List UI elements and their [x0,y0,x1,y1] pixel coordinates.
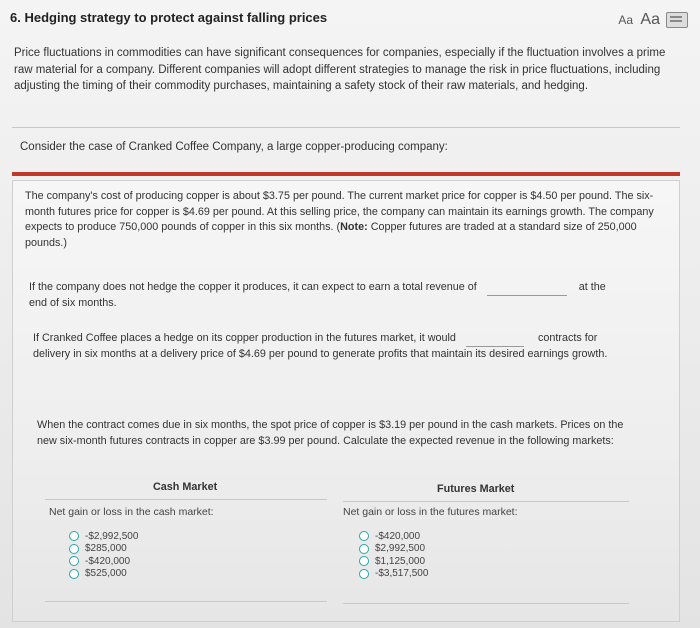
scenario-paragraph: The company's cost of producing copper is about $3.75 per pound. The current market price for copper is $4.50 per pound. The six-month futures price for copper is $4.69 per pound. At this selling price, the company can maintain its earnings growth. The company expects to produce 750,000 pounds of copper in this six months. (Note: Copper futures are traded at a standard size of 250,000 pounds.) [25,190,654,249]
intro-paragraph: Price fluctuations in commodities can have significant consequences for companies, especially if the fluctuation involves a prime raw material for a company. Different companies will adopt different strategies to manage the risk in price fluctuations, including adjusting the timing of their commodity purchases, maintaining a safety stock of their raw materials, and hedging. [14,47,666,92]
question-revenue: If the company does not hedge the copper it produces, it can expect to earn a total revenue of at the end of six months. [29,281,606,309]
futures-market-label: Net gain or loss in the futures market: [343,506,518,518]
question-markets: When the contract comes due in six months, the spot price of copper is $3.19 per pound in the cash markets. Prices on the new six-month futures contracts in copper are $3.99 per pound. Calculate the expected revenue in the following markets: [37,419,624,447]
futures-option[interactable]: $2,992,500 [359,543,428,556]
radio-button[interactable] [359,544,369,554]
consider-text: Consider the case of Cranked Coffee Company, a large copper-producing company: [20,141,448,153]
cash-option[interactable]: -$2,992,500 [69,530,138,543]
radio-button[interactable] [69,544,79,554]
problem-box [12,180,680,622]
radio-button[interactable] [359,531,369,541]
cash-market-bottom-rule [45,601,327,602]
radio-button[interactable] [359,556,369,566]
cash-option[interactable]: $285,000 [69,543,138,556]
radio-button[interactable] [69,531,79,541]
futures-option[interactable]: -$3,517,500 [359,568,428,581]
divider [12,127,680,128]
question-title: 6. Hedging strategy to protect against falling prices [10,10,328,25]
futures-market-rule [343,501,629,502]
cash-market-options [69,530,138,580]
cash-market-label: Net gain or loss in the cash market: [49,506,214,518]
futures-option[interactable]: -$420,000 [359,530,428,543]
revenue-dropdown[interactable] [487,281,567,296]
futures-market-heading: Futures Market [437,483,515,495]
accent-rule [12,172,680,176]
radio-button[interactable] [359,569,369,579]
font-decrease-button[interactable]: Aa [618,13,634,27]
cash-market-heading: Cash Market [153,481,218,493]
radio-button[interactable] [69,569,79,579]
futures-market-options [359,530,428,580]
radio-button[interactable] [69,556,79,566]
cash-option[interactable]: -$420,000 [69,555,138,568]
font-size-controls[interactable] [618,11,660,29]
question-hedge: If Cranked Coffee places a hedge on its copper production in the futures market, it would contracts for delivery in six months at a delivery price of $4.69 per pound to generate profits that maintain its desired earnings growth. [33,332,608,360]
print-icon[interactable] [666,12,688,28]
contracts-dropdown[interactable] [466,332,524,347]
futures-option[interactable]: $1,125,000 [359,555,428,568]
font-increase-button[interactable]: Aa [640,11,660,28]
futures-market-bottom-rule [343,603,629,604]
cash-option[interactable]: $525,000 [69,568,138,581]
cash-market-rule [45,499,327,500]
